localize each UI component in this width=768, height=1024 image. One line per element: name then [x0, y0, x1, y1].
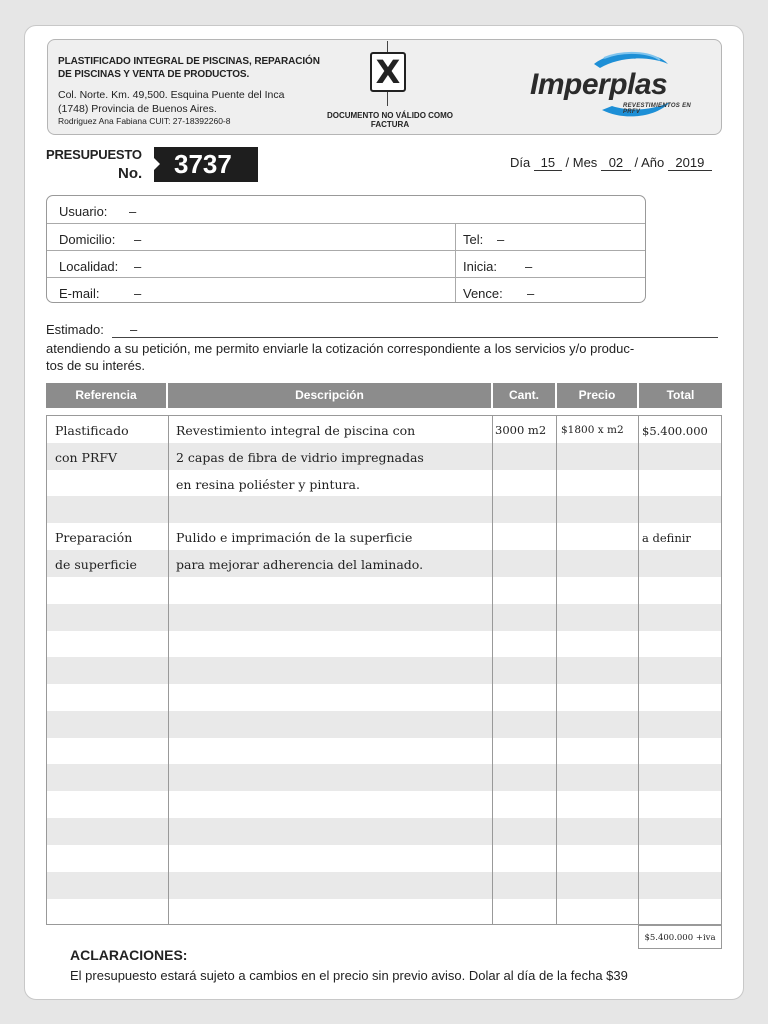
- tel-label: Tel:: [463, 232, 484, 247]
- column-divider: [492, 416, 493, 924]
- aclaraciones-text: El presupuesto estará sujeto a cambios en el precio sin previo aviso. Dolar al día de la fecha $39: [70, 968, 628, 983]
- doc-validity-note: DOCUMENTO NO VÁLIDO COMO FACTURA: [326, 111, 454, 129]
- domicilio-value: –: [134, 232, 142, 247]
- address-line2: (1748) Provincia de Buenos Aires.: [58, 103, 217, 115]
- month-value: 02: [601, 155, 631, 171]
- company-name: [58, 55, 328, 81]
- table-row-stripe: [47, 657, 721, 684]
- table-row-stripe: [47, 872, 721, 899]
- address-line1: Col. Norte. Km. 49,500. Esquina Puente del Inca: [58, 89, 285, 101]
- company-address: [58, 88, 328, 116]
- row1-referencia-line1: Plastificado: [55, 423, 129, 438]
- client-row-usuario: [47, 196, 645, 223]
- localidad-value: –: [134, 259, 142, 274]
- row1-cant: 3000 m2: [495, 423, 547, 437]
- row2-descripcion-line2: para mejorar adherencia del laminado.: [176, 557, 424, 572]
- budget-arrow-icon: [154, 158, 160, 170]
- header-referencia: Referencia: [46, 383, 166, 408]
- subtotal-box: $5.400.000 +iva: [638, 925, 722, 949]
- row2-referencia-line1: Preparación: [55, 530, 133, 545]
- usuario-value: –: [129, 204, 137, 219]
- vence-label: Vence:: [463, 286, 503, 301]
- date-separator: /: [565, 155, 570, 170]
- company-name-line1: PLASTIFICADO INTEGRAL DE PISCINAS, REPARACIÓN: [58, 56, 320, 67]
- domicilio-label: Domicilio:: [59, 232, 116, 247]
- vence-value: –: [527, 286, 535, 301]
- company-header: [47, 39, 722, 135]
- email-value: –: [134, 286, 142, 301]
- doc-type-connector-bottom: [387, 92, 388, 106]
- row1-descripcion-line3: en resina poliéster y pintura.: [176, 477, 360, 492]
- client-info-box: [46, 195, 646, 303]
- row1-precio: $1800 x m2: [561, 424, 624, 436]
- aclaraciones-title: ACLARACIONES:: [70, 947, 188, 963]
- inicia-value: –: [525, 259, 533, 274]
- table-row-stripe: [47, 496, 721, 523]
- date-field: [510, 155, 712, 171]
- row1-descripcion-line2: 2 capas de fibra de vidrio impregnadas: [176, 450, 424, 465]
- row1-referencia-line2: con PRFV: [55, 450, 118, 465]
- year-label: Año: [641, 155, 665, 170]
- header-descripcion: Descripción: [168, 383, 491, 408]
- row2-total: a definir: [642, 531, 691, 545]
- usuario-label: Usuario:: [59, 204, 108, 219]
- year-value: 2019: [668, 155, 712, 171]
- estimado-value: –: [130, 322, 138, 337]
- table-body: [46, 415, 722, 925]
- imperplas-logo: [530, 50, 710, 120]
- intro-line2: tos de su interés.: [46, 358, 145, 373]
- column-divider: [168, 416, 169, 924]
- row2-referencia-line2: de superficie: [55, 557, 137, 572]
- day-label: Día: [510, 155, 531, 170]
- header-precio: Precio: [557, 383, 637, 408]
- table-row-stripe: [47, 604, 721, 631]
- table-header: [46, 383, 722, 408]
- row1-total: $5.400.000: [642, 424, 708, 438]
- intro-line1: atendiendo a su petición, me permito enviarle la cotización correspondiente a los servicios y/o produc-: [46, 341, 635, 356]
- tel-value: –: [497, 232, 505, 247]
- row1-descripcion-line1: Revestimiento integral de piscina con: [176, 423, 416, 438]
- budget-no-label: No.: [118, 165, 143, 182]
- intro-paragraph: [46, 340, 722, 374]
- client-row-localidad: [47, 250, 645, 277]
- column-divider: [556, 416, 557, 924]
- logo-subtitle: REVESTIMIENTOS EN PRFV: [623, 103, 692, 115]
- client-row-email: [47, 277, 645, 303]
- date-separator: /: [634, 155, 639, 170]
- company-name-line2: DE PISCINAS Y VENTA DE PRODUCTOS.: [58, 69, 250, 80]
- table-row-stripe: [47, 764, 721, 791]
- inicia-label: Inicia:: [463, 259, 497, 274]
- header-total: Total: [639, 383, 722, 408]
- client-column-divider: [455, 223, 456, 303]
- email-label: E-mail:: [59, 286, 100, 301]
- estimado-label: Estimado:: [46, 322, 104, 337]
- localidad-label: Localidad:: [59, 259, 119, 274]
- column-divider: [638, 416, 639, 924]
- doc-type-box: X: [370, 52, 406, 92]
- estimado-line: [46, 322, 718, 337]
- estimado-underline: [112, 337, 718, 338]
- month-label: Mes: [572, 155, 598, 170]
- row2-descripcion-line1: Pulido e imprimación de la superficie: [176, 530, 413, 545]
- day-value: 15: [534, 155, 562, 171]
- budget-number: 3737: [154, 147, 258, 182]
- budget-label: PRESUPUESTO: [46, 147, 142, 162]
- logo-wordmark: Imperplas: [530, 68, 668, 101]
- table-row-stripe: [47, 711, 721, 738]
- company-owner-cuit: Rodriguez Ana Fabiana CUIT: 27-18392260-8: [58, 116, 231, 126]
- table-row-stripe: [47, 818, 721, 845]
- header-cant: Cant.: [493, 383, 555, 408]
- client-row-domicilio: [47, 223, 645, 250]
